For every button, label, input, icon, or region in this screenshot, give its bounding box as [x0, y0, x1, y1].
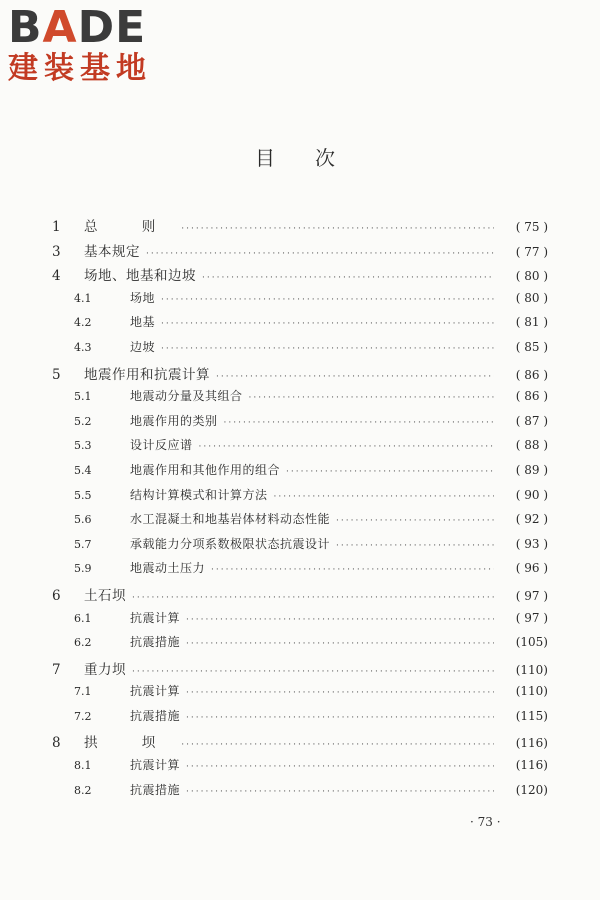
- toc-entry-page: ( 86 ): [515, 367, 548, 382]
- toc-entry-page: ( 80 ): [515, 269, 548, 284]
- toc-entry-number: 4.3: [74, 340, 92, 354]
- toc-entry-title: 设计反应谱: [130, 438, 193, 453]
- toc-entry-page: (116): [515, 758, 548, 773]
- page-number: · 73 ·: [470, 815, 501, 829]
- toc-entry-title: 承载能力分项系数极限状态抗震设计: [130, 536, 331, 551]
- toc-leader-dots: [249, 393, 494, 403]
- toc-leader-dots: [181, 740, 494, 750]
- toc-entry-page: ( 81 ): [515, 315, 548, 330]
- toc-entry[interactable]: [52, 658, 548, 683]
- toc-entry-page: ( 97 ): [515, 610, 548, 625]
- toc-leader-dots: [161, 319, 494, 329]
- toc-entry-number: 3: [52, 243, 61, 260]
- toc-entry-page: ( 77 ): [515, 244, 548, 259]
- toc-entry[interactable]: [52, 584, 548, 609]
- toc-entry[interactable]: [52, 240, 548, 265]
- toc-entry-title: 结构计算模式和计算方法: [130, 487, 268, 502]
- toc-entry[interactable]: [52, 412, 548, 437]
- toc-entry-number: 5.4: [74, 463, 92, 477]
- toc-entry-number: 5.7: [74, 537, 92, 551]
- toc-entry-number: 5.1: [74, 390, 92, 404]
- toc-entry-number: 4: [52, 268, 61, 285]
- toc-entry-title: 抗震计算: [130, 758, 181, 773]
- toc-entry-title: 土石坝: [84, 587, 126, 604]
- toc-entry[interactable]: [52, 707, 548, 732]
- table-of-contents: [52, 215, 548, 805]
- toc-entry-number: 7: [52, 661, 61, 678]
- toc-leader-dots: [211, 565, 494, 575]
- toc-leader-dots: [186, 615, 494, 625]
- toc-entry-number: 8.1: [74, 759, 92, 773]
- toc-leader-dots: [186, 787, 494, 797]
- toc-entry-number: 4.1: [74, 291, 92, 305]
- toc-entry-title: 地震动分量及其组合: [130, 389, 243, 404]
- toc-entry[interactable]: [52, 313, 548, 338]
- toc-entry-title: 地基: [130, 315, 156, 330]
- toc-entry-page: (110): [515, 684, 548, 699]
- toc-entry-title: 抗震措施: [130, 708, 181, 723]
- toc-entry-title: 地震作用和抗震计算: [84, 366, 210, 383]
- toc-entry-number: 7.1: [74, 685, 92, 699]
- toc-entry[interactable]: [52, 486, 548, 511]
- toc-entry-number: 7.2: [74, 709, 92, 723]
- toc-entry-title: 地震作用的类别: [130, 413, 218, 428]
- toc-leader-dots: [181, 224, 494, 234]
- toc-entry[interactable]: [52, 387, 548, 412]
- toc-entry-title: 抗震措施: [130, 635, 181, 650]
- toc-entry-page: ( 96 ): [515, 561, 548, 576]
- toc-entry[interactable]: [52, 559, 548, 584]
- logo: [8, 2, 178, 86]
- toc-entry-title: 边坡: [130, 339, 156, 354]
- toc-entry[interactable]: [52, 436, 548, 461]
- toc-leader-dots: [132, 667, 494, 677]
- toc-entry-page: ( 80 ): [515, 290, 548, 305]
- toc-entry-page: ( 75 ): [515, 220, 548, 234]
- toc-entry-title: 抗震措施: [130, 782, 181, 797]
- toc-entry-number: 6.1: [74, 611, 92, 625]
- toc-entry-number: 5.6: [74, 513, 92, 527]
- toc-entry[interactable]: [52, 756, 548, 781]
- toc-leader-dots: [186, 639, 494, 649]
- toc-leader-dots: [161, 295, 494, 305]
- toc-entry-page: ( 85 ): [515, 339, 548, 354]
- toc-entry-number: 6.2: [74, 636, 92, 650]
- toc-leader-dots: [186, 762, 494, 772]
- toc-leader-dots: [161, 344, 494, 354]
- toc-leader-dots: [199, 442, 494, 452]
- toc-entry-page: ( 93 ): [515, 536, 548, 551]
- toc-entry-title: 重力坝: [84, 661, 126, 678]
- toc-entry[interactable]: [52, 535, 548, 560]
- toc-entry-number: 5.5: [74, 488, 92, 502]
- toc-entry-page: (110): [515, 662, 548, 677]
- toc-leader-dots: [216, 372, 494, 382]
- toc-leader-dots: [336, 516, 494, 526]
- toc-leader-dots: [336, 541, 494, 551]
- toc-entry[interactable]: [52, 338, 548, 363]
- toc-entry-page: ( 87 ): [515, 413, 548, 428]
- toc-entry-number: 4.2: [74, 316, 92, 330]
- toc-entry-page: ( 88 ): [515, 438, 548, 453]
- toc-leader-dots: [224, 418, 494, 428]
- toc-leader-dots: [274, 492, 494, 502]
- toc-entry[interactable]: [52, 682, 548, 707]
- toc-entry-page: ( 97 ): [515, 588, 548, 603]
- toc-entry-title: 地震作用和其他作用的组合: [130, 462, 281, 477]
- toc-leader-dots: [146, 249, 494, 259]
- toc-entry[interactable]: [52, 264, 548, 289]
- toc-entry-title: 水工混凝土和地基岩体材料动态性能: [130, 512, 331, 527]
- toc-entry-title: 场地: [130, 290, 156, 305]
- toc-entry-title: 地震动土压力: [130, 561, 206, 576]
- toc-entry[interactable]: [52, 289, 548, 314]
- toc-leader-dots: [132, 593, 494, 603]
- toc-entry[interactable]: [52, 510, 548, 535]
- toc-entry-title: 总 则: [84, 219, 176, 235]
- toc-entry-page: ( 86 ): [515, 389, 548, 404]
- toc-entry-page: ( 90 ): [515, 487, 548, 502]
- toc-entry-number: 8.2: [74, 783, 92, 797]
- toc-entry-number: 5.9: [74, 562, 92, 576]
- toc-leader-dots: [202, 273, 494, 283]
- logo-wordmark: BADE: [8, 2, 147, 53]
- toc-entry-page: (115): [515, 708, 548, 723]
- toc-entry[interactable]: [52, 461, 548, 486]
- toc-leader-dots: [286, 467, 494, 477]
- toc-entry-number: 5: [52, 366, 61, 383]
- toc-entry-number: 6: [52, 587, 61, 604]
- toc-entry-title: 拱 坝: [84, 735, 176, 752]
- toc-entry[interactable]: [52, 363, 548, 388]
- toc-entry-page: ( 92 ): [515, 512, 548, 527]
- toc-entry-number: 5.2: [74, 414, 92, 428]
- toc-entry[interactable]: [52, 633, 548, 658]
- page-title: 目次: [255, 146, 375, 170]
- toc-entry[interactable]: [52, 215, 548, 240]
- toc-entry-title: 基本规定: [84, 243, 140, 260]
- toc-entry[interactable]: [52, 731, 548, 756]
- toc-entry-title: 场地、地基和边坡: [84, 268, 196, 285]
- toc-entry-number: 8: [52, 735, 61, 752]
- toc-entry-page: ( 89 ): [515, 462, 548, 477]
- toc-leader-dots: [186, 713, 494, 723]
- toc-entry-title: 抗震计算: [130, 610, 181, 625]
- toc-entry-page: (105): [515, 635, 548, 650]
- logo-subtitle: 建装基地: [8, 51, 152, 86]
- toc-entry-page: (120): [515, 782, 548, 797]
- toc-entry-number: 1: [52, 219, 61, 235]
- toc-entry-number: 5.3: [74, 439, 92, 453]
- toc-entry[interactable]: [52, 781, 548, 806]
- toc-entry-page: (116): [515, 736, 548, 751]
- toc-leader-dots: [186, 688, 494, 698]
- toc-entry-title: 抗震计算: [130, 684, 181, 699]
- toc-entry[interactable]: [52, 609, 548, 634]
